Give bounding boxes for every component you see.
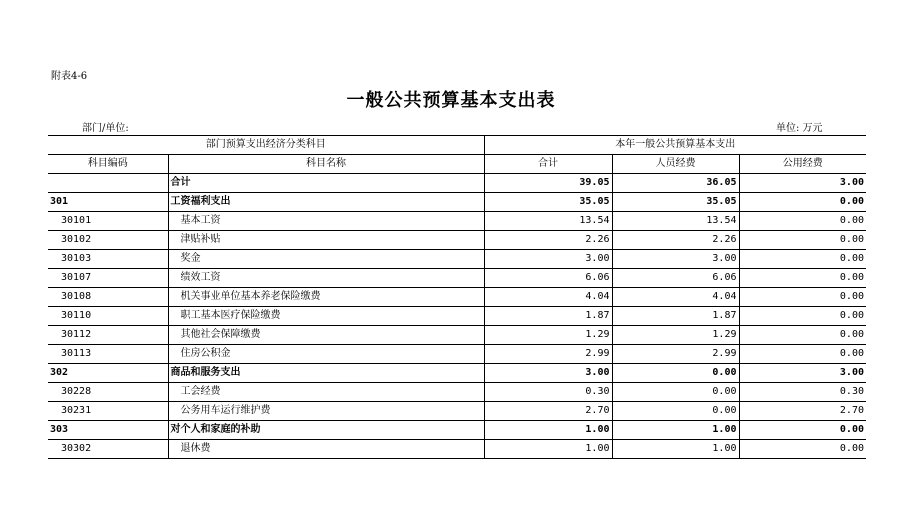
row-total: 13.54 <box>484 212 612 231</box>
row-public: 0.00 <box>739 212 866 231</box>
total-row <box>48 174 866 193</box>
row-name: 住房公积金 <box>168 345 484 364</box>
row-name: 工会经费 <box>168 383 484 402</box>
row-name: 对个人和家庭的补助 <box>168 421 484 440</box>
category-row <box>48 193 866 212</box>
row-public: 0.00 <box>739 193 866 212</box>
row-code: 30103 <box>48 250 168 269</box>
budget-table <box>48 135 866 459</box>
row-personnel: 3.00 <box>612 250 739 269</box>
department-label: 部门/单位: <box>82 123 129 134</box>
table-body <box>48 136 866 459</box>
table-row <box>48 212 866 231</box>
header-total-col: 合计 <box>484 155 612 174</box>
row-code: 30107 <box>48 269 168 288</box>
row-name: 奖金 <box>168 250 484 269</box>
table-row <box>48 288 866 307</box>
row-public: 0.30 <box>739 383 866 402</box>
header-row-groups <box>48 136 866 155</box>
row-code: 30113 <box>48 345 168 364</box>
row-total: 1.00 <box>484 440 612 459</box>
row-personnel: 1.00 <box>612 440 739 459</box>
row-public: 0.00 <box>739 307 866 326</box>
row-total: 1.29 <box>484 326 612 345</box>
row-personnel: 0.00 <box>612 402 739 421</box>
row-total: 2.99 <box>484 345 612 364</box>
row-personnel: 6.06 <box>612 269 739 288</box>
row-name: 机关事业单位基本养老保险缴费 <box>168 288 484 307</box>
row-total: 35.05 <box>484 193 612 212</box>
row-total: 1.87 <box>484 307 612 326</box>
row-personnel: 1.00 <box>612 421 739 440</box>
table-row <box>48 402 866 421</box>
row-total: 4.04 <box>484 288 612 307</box>
category-row <box>48 421 866 440</box>
header-public-col: 公用经费 <box>739 155 866 174</box>
row-personnel: 13.54 <box>612 212 739 231</box>
annex-label: 附表4-6 <box>51 71 88 82</box>
row-name: 绩效工资 <box>168 269 484 288</box>
row-public: 0.00 <box>739 231 866 250</box>
row-personnel: 1.87 <box>612 307 739 326</box>
row-code: 302 <box>48 364 168 383</box>
row-public: 0.00 <box>739 421 866 440</box>
row-public: 0.00 <box>739 288 866 307</box>
header-personnel-col: 人员经费 <box>612 155 739 174</box>
table-row <box>48 345 866 364</box>
row-personnel: 2.99 <box>612 345 739 364</box>
row-public: 0.00 <box>739 250 866 269</box>
row-personnel: 1.29 <box>612 326 739 345</box>
header-right-group: 本年一般公共预算基本支出 <box>484 136 866 155</box>
row-name: 津贴补贴 <box>168 231 484 250</box>
row-code: 30231 <box>48 402 168 421</box>
row-public: 3.00 <box>739 364 866 383</box>
row-personnel: 35.05 <box>612 193 739 212</box>
total-code <box>48 174 168 193</box>
total-name: 合计 <box>168 174 484 193</box>
table-row <box>48 307 866 326</box>
row-public: 0.00 <box>739 269 866 288</box>
row-public: 0.00 <box>739 440 866 459</box>
row-name: 公务用车运行维护费 <box>168 402 484 421</box>
row-code: 30102 <box>48 231 168 250</box>
total-amount: 39.05 <box>484 174 612 193</box>
unit-label: 单位: 万元 <box>776 123 823 134</box>
row-name: 其他社会保障缴费 <box>168 326 484 345</box>
row-code: 30101 <box>48 212 168 231</box>
table-row <box>48 250 866 269</box>
row-name: 职工基本医疗保险缴费 <box>168 307 484 326</box>
page-title: 一般公共预算基本支出表 <box>346 90 556 111</box>
row-personnel: 2.26 <box>612 231 739 250</box>
total-public: 3.00 <box>739 174 866 193</box>
row-total: 2.26 <box>484 231 612 250</box>
row-code: 30108 <box>48 288 168 307</box>
row-code: 30110 <box>48 307 168 326</box>
row-public: 0.00 <box>739 345 866 364</box>
header-row-columns <box>48 155 866 174</box>
header-name-col: 科目名称 <box>168 155 484 174</box>
row-public: 0.00 <box>739 326 866 345</box>
row-personnel: 0.00 <box>612 364 739 383</box>
row-personnel: 0.00 <box>612 383 739 402</box>
table-row <box>48 231 866 250</box>
row-total: 0.30 <box>484 383 612 402</box>
row-name: 工资福利支出 <box>168 193 484 212</box>
row-code: 30228 <box>48 383 168 402</box>
row-total: 3.00 <box>484 364 612 383</box>
table-row <box>48 440 866 459</box>
row-code: 30302 <box>48 440 168 459</box>
header-left-group: 部门预算支出经济分类科目 <box>48 136 484 155</box>
table-row <box>48 326 866 345</box>
row-total: 3.00 <box>484 250 612 269</box>
header-code-col: 科目编码 <box>48 155 168 174</box>
row-code: 30112 <box>48 326 168 345</box>
row-total: 6.06 <box>484 269 612 288</box>
row-code: 303 <box>48 421 168 440</box>
row-total: 2.70 <box>484 402 612 421</box>
row-code: 301 <box>48 193 168 212</box>
row-total: 1.00 <box>484 421 612 440</box>
row-name: 商品和服务支出 <box>168 364 484 383</box>
row-name: 退休费 <box>168 440 484 459</box>
row-public: 2.70 <box>739 402 866 421</box>
table-row <box>48 269 866 288</box>
total-personnel: 36.05 <box>612 174 739 193</box>
row-personnel: 4.04 <box>612 288 739 307</box>
category-row <box>48 364 866 383</box>
row-name: 基本工资 <box>168 212 484 231</box>
table-row <box>48 383 866 402</box>
